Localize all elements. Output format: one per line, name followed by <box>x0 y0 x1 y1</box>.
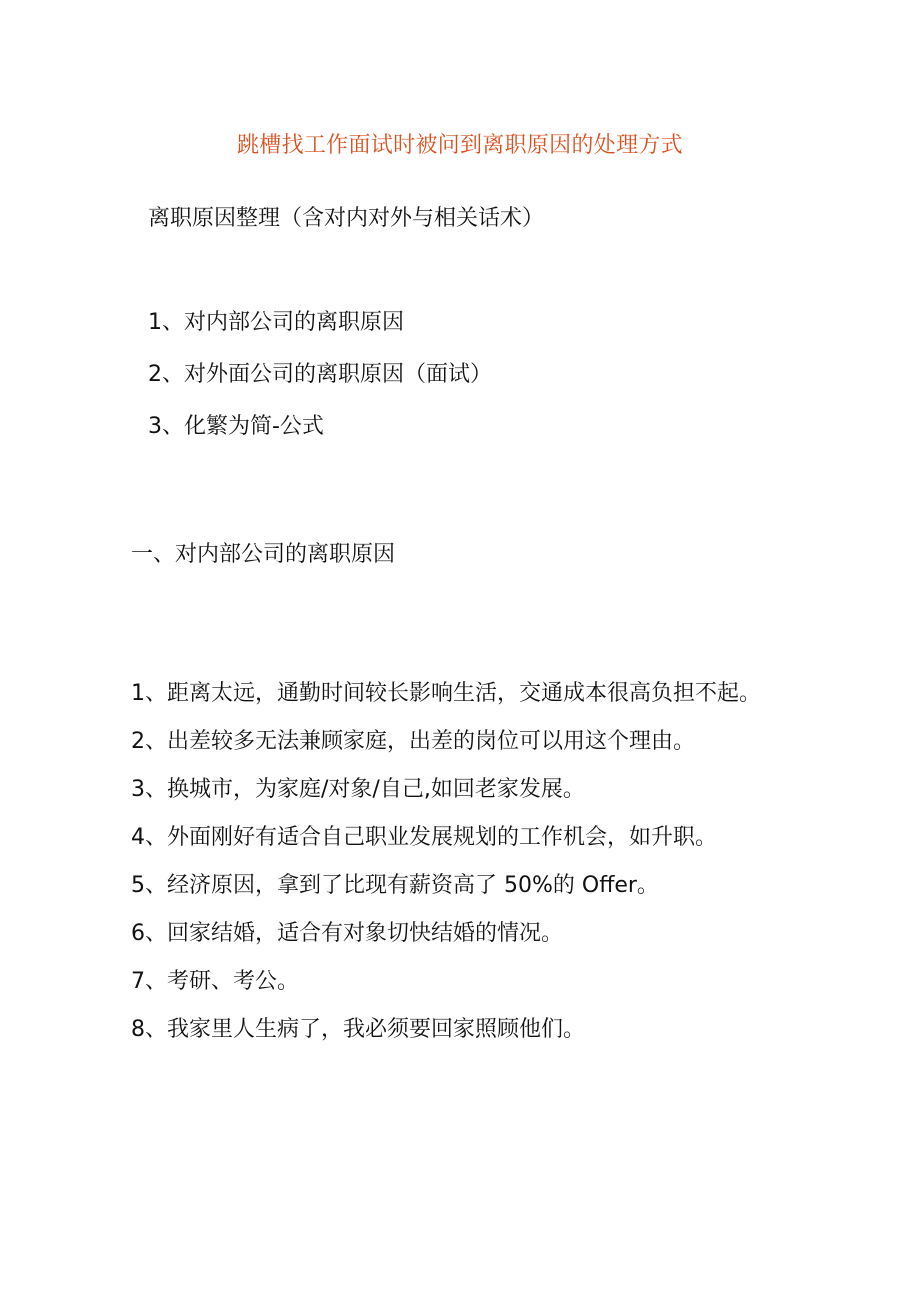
reason-list <box>131 676 771 1060</box>
document-title: 跳槽找工作面试时被问到离职原因的处理方式 <box>236 133 683 158</box>
list-item: 4、外面刚好有适合自己职业发展规划的工作机会，如升职。 <box>131 825 717 850</box>
toc-item: 2、对外面公司的离职原因（面试） <box>148 362 492 387</box>
list-item: 6、回家结婚，适合有对象切快结婚的情况。 <box>131 921 563 946</box>
table-of-contents <box>148 305 492 461</box>
list-item: 8、我家里人生病了，我必须要回家照顾他们。 <box>131 1017 585 1042</box>
section-heading: 一、对内部公司的离职原因 <box>131 542 396 567</box>
document-subtitle: 离职原因整理（含对内对外与相关话术） <box>148 206 545 231</box>
list-item: 3、换城市，为家庭/对象/自己,如回老家发展。 <box>131 777 585 802</box>
toc-item: 3、化繁为简-公式 <box>148 414 324 439</box>
list-item: 7、考研、考公。 <box>131 969 299 994</box>
list-item: 1、距离太远，通勤时间较长影响生活，交通成本很高负担不起。 <box>131 681 761 706</box>
toc-item: 1、对内部公司的离职原因 <box>148 310 404 335</box>
list-item: 2、出差较多无法兼顾家庭，出差的岗位可以用这个理由。 <box>131 729 695 754</box>
list-item: 5、经济原因，拿到了比现有薪资高了 50%的 Offer。 <box>131 873 659 898</box>
